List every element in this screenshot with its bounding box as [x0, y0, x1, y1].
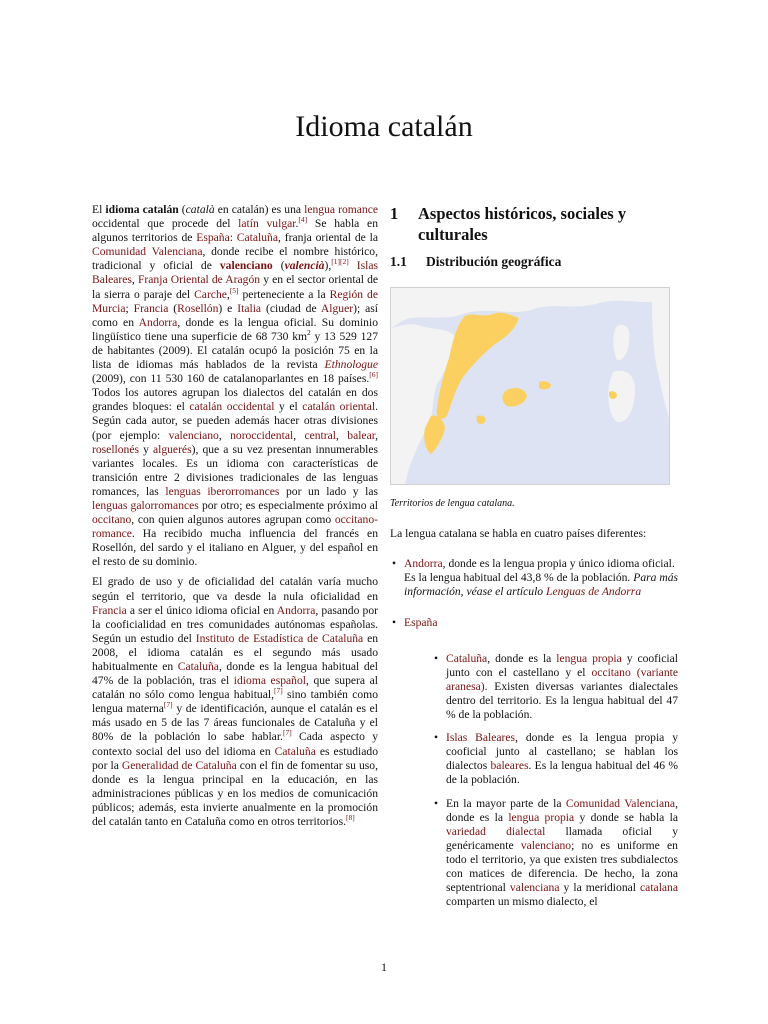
link-variedad-dialectal[interactable]: variedad dialectal [446, 824, 546, 838]
link-lenguas-galorromances[interactable]: lenguas galorromances [92, 498, 199, 512]
link-valencia-term[interactable]: valencià [284, 259, 325, 273]
list-item-valencia: • En la mayor parte de la Comunidad Valenciana, donde es la lengua propia y donde se habla la variedad dialectal llamada oficial y genéricamente valenciano; no es uniforme en todo el territorio, ya que existen tres subdialectos con matices de diferencia. De hecho, la zona septentrional valenciana y la meridional catalana comparten un mismo dialecto, el [432, 797, 678, 910]
link-instituto-estadistica[interactable]: Instituto de Estadística de Cataluña [195, 631, 364, 645]
link-rosellon[interactable]: Rosellón [177, 301, 219, 315]
section-heading: 1 Aspectos históricos, sociales y culturales [390, 204, 627, 244]
citation-link[interactable]: [7] [163, 700, 173, 710]
right-column [390, 203, 678, 918]
link-lengua-romance[interactable]: lengua romance [304, 203, 379, 216]
page-title: Idioma catalán [295, 110, 473, 143]
link-cataluna[interactable]: Cataluña [446, 651, 488, 665]
bold-term: idioma catalán [105, 203, 179, 216]
link-italia[interactable]: Italia [237, 301, 262, 315]
link-francia[interactable]: Francia [92, 603, 127, 617]
link-islas-baleares[interactable]: Islas Baleares [92, 259, 378, 287]
link-espana[interactable]: España [404, 615, 438, 629]
citation-link[interactable]: [1] [331, 257, 340, 267]
link-valenciano-dialect[interactable]: valenciano [168, 428, 219, 442]
citation-link[interactable]: [2] [340, 257, 349, 267]
list-item-andorra: • Andorra, donde es la lengua propia y único idioma oficial. Es la lengua habitual del 43,8 % de la población. Para más información, véase el artículo Lenguas de Andorra [390, 557, 678, 599]
link-lengua-propia[interactable]: lengua propia [508, 810, 575, 824]
link-andorra[interactable]: Andorra [276, 603, 316, 617]
citation-link[interactable]: [7] [274, 686, 283, 696]
link-idioma-espanol[interactable]: idioma español [233, 674, 306, 688]
link-andorra[interactable]: Andorra [138, 315, 178, 329]
link-balear[interactable]: balear [347, 428, 376, 442]
list-item-espana [390, 616, 678, 910]
link-carche[interactable]: Carche [194, 287, 227, 301]
countries-intro: La lengua catalana se habla en cuatro países diferentes: [390, 527, 647, 541]
regions-list [432, 652, 678, 910]
link-comunidad-valenciana[interactable]: Comunidad Valenciana [565, 796, 676, 810]
citation-link[interactable]: [6] [369, 370, 378, 380]
link-catalan-occidental[interactable]: catalán occidental [189, 400, 275, 414]
link-alguer[interactable]: Alguer [320, 301, 354, 315]
link-algueres[interactable]: alguerés [152, 442, 192, 456]
link-generalidad-cataluna[interactable]: Generalidad de Cataluña [121, 758, 237, 772]
link-lenguas-iberorromances[interactable]: lenguas iberorromances [165, 484, 280, 498]
map-land-europe [391, 288, 669, 328]
ibiza-island [477, 416, 486, 425]
map-caption: Territorios de lengua catalana. [390, 498, 515, 510]
link-cataluna[interactable]: Cataluña [274, 744, 316, 758]
link-region-murcia[interactable]: Región de Murcia [92, 287, 378, 315]
link-occitano[interactable]: occitano [92, 513, 132, 527]
link-islas-baleares[interactable]: Islas Baleares [446, 731, 516, 745]
link-valenciana[interactable]: valenciana [509, 881, 560, 895]
link-variante-aranesa[interactable]: (variante aranesa) [446, 665, 678, 693]
link-occitano-romance[interactable]: occitano-romance [92, 513, 378, 541]
link-cataluna[interactable]: Cataluña [236, 231, 278, 245]
link-valenciano[interactable]: valenciano [520, 838, 572, 852]
territory-map [390, 287, 670, 485]
citation-link[interactable]: [8] [346, 813, 355, 823]
link-lenguas-andorra[interactable]: Lenguas de Andorra [546, 585, 642, 599]
list-item-baleares: • Islas Baleares, donde es la lengua propia y cooficial junto al castellano; se hablan los dialectos baleares. Es la lengua habitual del 46 % de la población. [432, 731, 678, 787]
citation-link[interactable]: [5] [229, 285, 239, 295]
link-francia[interactable]: Francia [133, 301, 169, 315]
link-latin-vulgar[interactable]: latín vulgar [238, 217, 296, 231]
usage-paragraph: El grado de uso y de oficialidad del catalán varía mucho según el territorio, que va desde la nula oficialidad en Francia a ser el único idioma oficial en Andorra, pasando por la cooficialidad en tres comunidades autónomas españolas. Según un estudio del Instituto de Estadística de Cataluña en 2008, el idioma catalán es el segundo más usado habitualmente en Cataluña, donde es la lengua habitual del 47% de la población, tras el idioma español, que supera al catalán no sólo como lengua habitual,[7] sino también como lengua materna[7] y de identificación, aunque el catalán es el más usado en 5 de las 7 áreas funcionales de Cataluña y el 80% de la población lo sabe hablar.[7] Cada aspecto y contexto social del uso del idioma en Cataluña es estudiado por la Generalidad de Cataluña con el fin de fomentar su uso, donde es la lengua principal en la educación, en las administraciones públicas y en los medios de comunicación públicos; además, esta invierte anualmente en la promoción del catalán tanto en Cataluña como en otros territorios.[8] [92, 575, 379, 829]
intro-paragraph: El idioma catalán (català en catalán) es una lengua romance occidental que procede del latín vulgar.[4] Se habla en algunos territorios de España: Cataluña, franja oriental de la Comunidad Valenciana, donde recibe el nombre histórico, tradicional y oficial de valenciano (valencià),[1][2] Islas Baleares, Franja Oriental de Aragón y en el sector oriental de la sierra o paraje del Carche,[5] perteneciente a la Región de Murcia; Francia (Rosellón) e Italia (ciudad de Alguer); así como en Andorra, donde es la lengua oficial. Su dominio lingüístico tiene una superficie de 68 730 $km^2$ y 13 529 127 de habitantes (2009). El catalán ocupó la posición 75 en la lista de idiomas más hablados de la revista Ethnologue (2009), con 11 530 160 de catalanoparlantes en 18 países.[6] Todos los autores agrupan los dialectos del catalán en dos grandes bloques: el catalán occidental y el catalán oriental. Según cada autor, se pueden además hacer otras divisiones (por ejemplo: valenciano, noroccidental, central, balear, rosellonés y alguerés), que a su vez presentan innumerables variantes locales. Es un idioma con características de transición entre 2 divisiones tradicionales de las lenguas romances, las lenguas iberorromances por un lado y las lenguas galorromances por otro; es especialmente próximo al occitano, con quien algunos autores agrupan como occitano-romance. Ha recibido mucha influencia del francés en Rosellón, del sardo y el italiano en Alguer, y del español en el resto de su dominio. [92, 203, 379, 569]
page-number: 1 [381, 960, 387, 974]
citation-link[interactable]: [4] [298, 215, 308, 225]
link-valenciano[interactable]: valenciano [219, 259, 273, 273]
link-catalana[interactable]: catalana [640, 881, 678, 895]
menorca-island [539, 381, 551, 389]
map-land-corsica [613, 325, 629, 360]
link-espana[interactable]: España [196, 231, 230, 245]
left-column [92, 203, 378, 835]
link-noroccidental[interactable]: noroccidental [230, 428, 294, 442]
link-baleares[interactable]: baleares [490, 759, 529, 773]
link-comunidad-valenciana[interactable]: Comunidad Valenciana [92, 245, 203, 259]
link-franja-oriental[interactable]: Franja Oriental de Aragón [137, 273, 261, 287]
citation-link[interactable]: [7] [282, 728, 292, 738]
mallorca-island [503, 388, 528, 407]
link-ethnologue[interactable]: Ethnologue [324, 358, 378, 372]
link-cataluna[interactable]: Cataluña [177, 660, 219, 673]
list-item-cataluna: • Cataluña, donde es la lengua propia y cooficial junto con el castellano y el occitano (variante aranesa). Existen diversas variantes dialectales dentro del territorio. Es la lengua habitual del 47 % de la población. [432, 652, 678, 722]
subsection-heading: 1.1 Distribución geográfica [390, 254, 562, 269]
link-andorra[interactable]: Andorra [404, 557, 443, 571]
link-central[interactable]: central [304, 428, 336, 442]
link-lengua-propia[interactable]: lengua propia [556, 651, 622, 665]
map-land-italy [652, 288, 669, 418]
link-catalan-oriental[interactable]: catalán oriental [302, 400, 376, 414]
link-rosellones[interactable]: rosellonés [92, 442, 140, 456]
countries-list [390, 557, 678, 909]
link-occitano[interactable]: occitano [591, 665, 631, 679]
